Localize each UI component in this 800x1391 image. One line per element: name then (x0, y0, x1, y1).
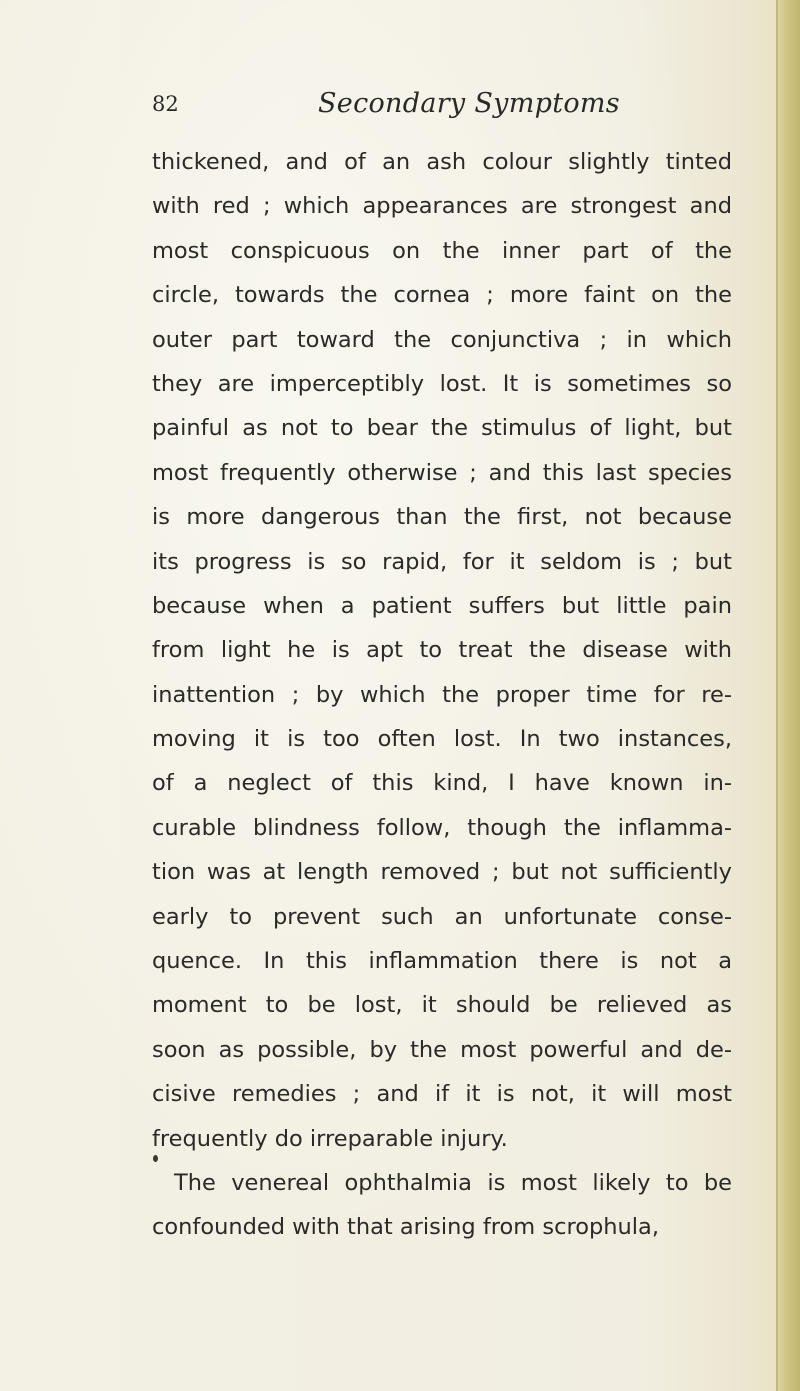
text-line: early to prevent such an unfortunate conse- (152, 903, 732, 930)
text-line: quence. In this inflammation there is not a (152, 948, 732, 975)
text-line: its progress is so rapid, for it seldom is ; but (152, 548, 732, 575)
paragraph-start-line: The venereal ophthalmia is most likely to be (174, 1169, 732, 1196)
text-line: tion was at length removed ; but not sufficiently (152, 859, 732, 886)
paragraph-end-line: frequently do irreparable injury. (152, 1125, 508, 1152)
text-line: most conspicuous on the inner part of the (152, 237, 732, 264)
running-head-title: Secondary Symptoms (318, 88, 620, 119)
text-line: moment to be lost, it should be relieved as (152, 992, 732, 1019)
text-line: because when a patient suffers but little pain (152, 592, 732, 619)
text-line: confounded with that arising from scrophula, (152, 1214, 659, 1241)
text-line: moving it is too often lost. In two instances, (152, 726, 732, 753)
text-line: thickened, and of an ash colour slightly tinted (152, 149, 732, 175)
text-line: curable blindness follow, though the inflamma- (152, 814, 732, 841)
text-line: circle, towards the cornea ; more faint on the (152, 282, 732, 309)
text-line: they are imperceptibly lost. It is sometimes so (152, 370, 732, 397)
page-number: 82 (152, 92, 179, 116)
running-head (150, 88, 740, 132)
text-line: of a neglect of this kind, I have known in- (152, 770, 732, 797)
text-line: from light he is apt to treat the disease with (152, 637, 732, 664)
text-line: painful as not to bear the stimulus of light, but (152, 415, 732, 442)
page-edge (778, 0, 800, 1391)
ink-speck (153, 1155, 158, 1162)
text-line: cisive remedies ; and if it is not, it will most (152, 1081, 732, 1108)
text-line: is more dangerous than the first, not because (152, 504, 732, 531)
text-line: most frequently otherwise ; and this last species (152, 459, 732, 486)
text-line: inattention ; by which the proper time for re- (152, 681, 732, 708)
text-line: outer part toward the conjunctiva ; in which (152, 326, 732, 353)
text-line: soon as possible, by the most powerful and de- (152, 1036, 732, 1063)
text-line: with red ; which appearances are strongest and (152, 193, 732, 220)
body-text (152, 140, 732, 1250)
